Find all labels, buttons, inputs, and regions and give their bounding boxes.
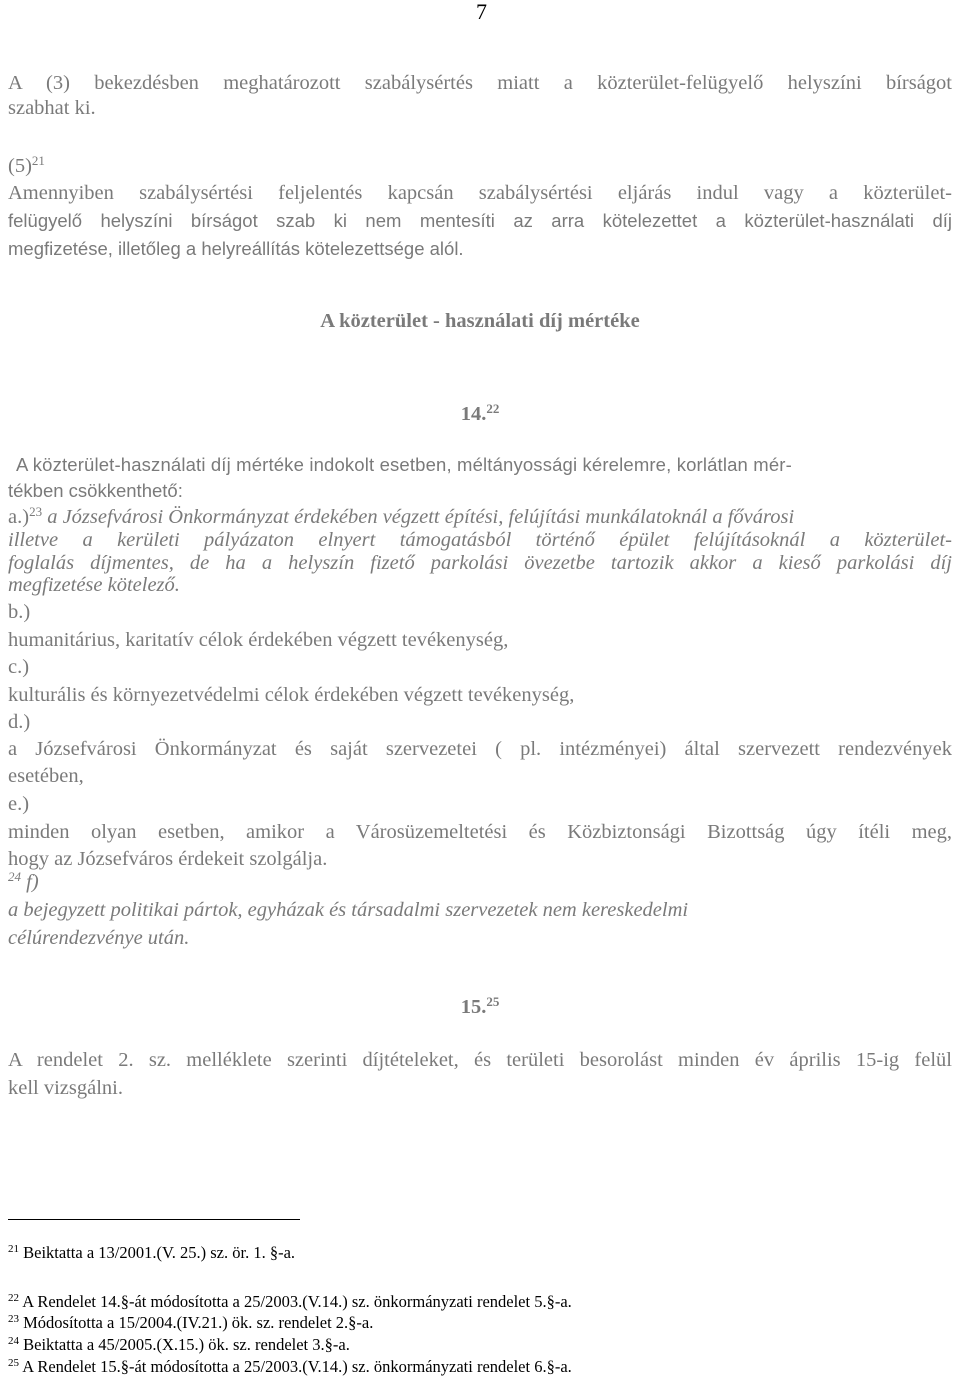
- item-f-label: [8, 870, 39, 894]
- item-f-footnote-ref: 24: [8, 869, 21, 884]
- para5-label-text: (5): [8, 155, 32, 177]
- item-a-line2: illetve a kerületi pályázaton elnyert támogatásból történő épület felújításoknál a közterület-: [8, 529, 952, 551]
- item-e-line2: hogy az Józsefváros érdekeit szolgálja.: [8, 848, 328, 870]
- item-c-text: kulturális és környezetvédelmi célok érdekében végzett tevékenység,: [8, 684, 575, 706]
- footnote-25: [8, 1357, 572, 1377]
- item-d-label: d.): [8, 711, 31, 733]
- para3-line2: szabhat ki.: [8, 97, 96, 119]
- section-15-footnote-ref: 25: [486, 994, 500, 1009]
- item-a-text-line1: a Józsefvárosi Önkormányzat érdekében végzett építési, felújítási munkálatoknál a fővárosi: [47, 506, 795, 528]
- para3-line1: A (3) bekezdésben meghatározott szabálysértés miatt a közterület-felügyelő helyszíni bírságot: [8, 72, 952, 94]
- section-heading: A közterület - használati díj mértéke: [320, 310, 640, 332]
- section-15-line2: kell vizsgálni.: [8, 1077, 124, 1099]
- footnote-24: [8, 1335, 350, 1355]
- item-d-line1: a Józsefvárosi Önkormányzat és saját szervezetei ( pl. intézményei) által szervezett rendezvények: [8, 738, 952, 760]
- footnote-21-text: Beiktatta a 13/2001.(V. 25.) sz. ör. 1. §-a.: [23, 1243, 296, 1262]
- section-14-intro-line1: A közterület-használati díj mértéke indokolt esetben, méltányossági kérelemre, korlátlan mér-: [16, 454, 792, 475]
- section-14-label-text: 14.: [460, 403, 487, 425]
- item-e-line1: minden olyan esetben, amikor a Városüzemeltetési és Közbiztonsági Bizottság úgy ítéli meg,: [8, 821, 952, 843]
- item-b-label: b.): [8, 601, 31, 623]
- para5-label: [8, 154, 45, 178]
- footnote-23: [8, 1313, 373, 1333]
- item-d-line2: esetében,: [8, 765, 84, 787]
- footnote-22-number: 22: [8, 1292, 19, 1304]
- item-e-label: e.): [8, 793, 30, 815]
- section-14-label: [0, 402, 960, 426]
- footnote-23-text: Módosította a 15/2004.(IV.21.) ök. sz. rendelet 2.§-a.: [23, 1313, 374, 1332]
- footnote-24-number: 24: [8, 1335, 19, 1347]
- footnote-24-text: Beiktatta a 45/2005.(X.15.) ök. sz. rendelet 3.§-a.: [23, 1335, 350, 1354]
- item-a-footnote-ref: 23: [29, 504, 43, 519]
- footnote-25-number: 25: [8, 1357, 19, 1369]
- section-14-intro-line2: tékben csökkenthető:: [8, 480, 183, 501]
- item-f-line2: célúrendezvénye után.: [8, 927, 190, 949]
- item-a-line4: megfizetése kötelező.: [8, 574, 180, 596]
- item-a-label: a.): [8, 506, 30, 528]
- footnote-22: [8, 1292, 572, 1312]
- item-a-line3: foglalás díjmentes, de ha a helyszín fizető parkolási övezetbe tartozik akkor a kieső parkolási díj: [8, 552, 952, 574]
- page-number: 7: [476, 0, 487, 24]
- para5-footnote-ref: 21: [31, 153, 45, 168]
- item-f-label-text: f): [26, 871, 39, 893]
- footnote-21: [8, 1243, 295, 1263]
- footnote-25-text: A Rendelet 15.§-át módosította a 25/2003.(V.14.) sz. önkormányzati rendelet 6.§-a.: [22, 1357, 572, 1376]
- section-15-label: [0, 995, 960, 1019]
- section-15-label-text: 15.: [460, 996, 487, 1018]
- item-b-text: humanitárius, karitatív célok érdekében végzett tevékenység,: [8, 629, 509, 651]
- para5-line3: megfizetése, illetőleg a helyreállítás kötelezettsége alól.: [8, 238, 464, 259]
- footnote-21-number: 21: [8, 1243, 19, 1255]
- footnote-22-text: A Rendelet 14.§-át módosította a 25/2003.(V.14.) sz. önkormányzati rendelet 5.§-a.: [22, 1292, 572, 1311]
- footnote-23-number: 23: [8, 1313, 19, 1325]
- section-14-footnote-ref: 22: [486, 401, 500, 416]
- item-a-line1: [8, 505, 794, 529]
- item-f-line1: a bejegyzett politikai pártok, egyházak és társadalmi szervezetek nem kereskedelmi: [8, 899, 689, 921]
- section-15-line1: A rendelet 2. sz. melléklete szerinti díjtételeket, és területi besorolást minden év április 15-ig felül: [8, 1049, 952, 1071]
- para5-line1: Amennyiben szabálysértési feljelentés kapcsán szabálysértési eljárás indul vagy a közterület-: [8, 182, 952, 204]
- footnote-separator: [8, 1219, 300, 1220]
- item-c-label: c.): [8, 656, 30, 678]
- para5-line2: felügyelő helyszíni bírságot szab ki nem mentesíti az arra kötelezettet a közterület-használati díj: [8, 210, 952, 231]
